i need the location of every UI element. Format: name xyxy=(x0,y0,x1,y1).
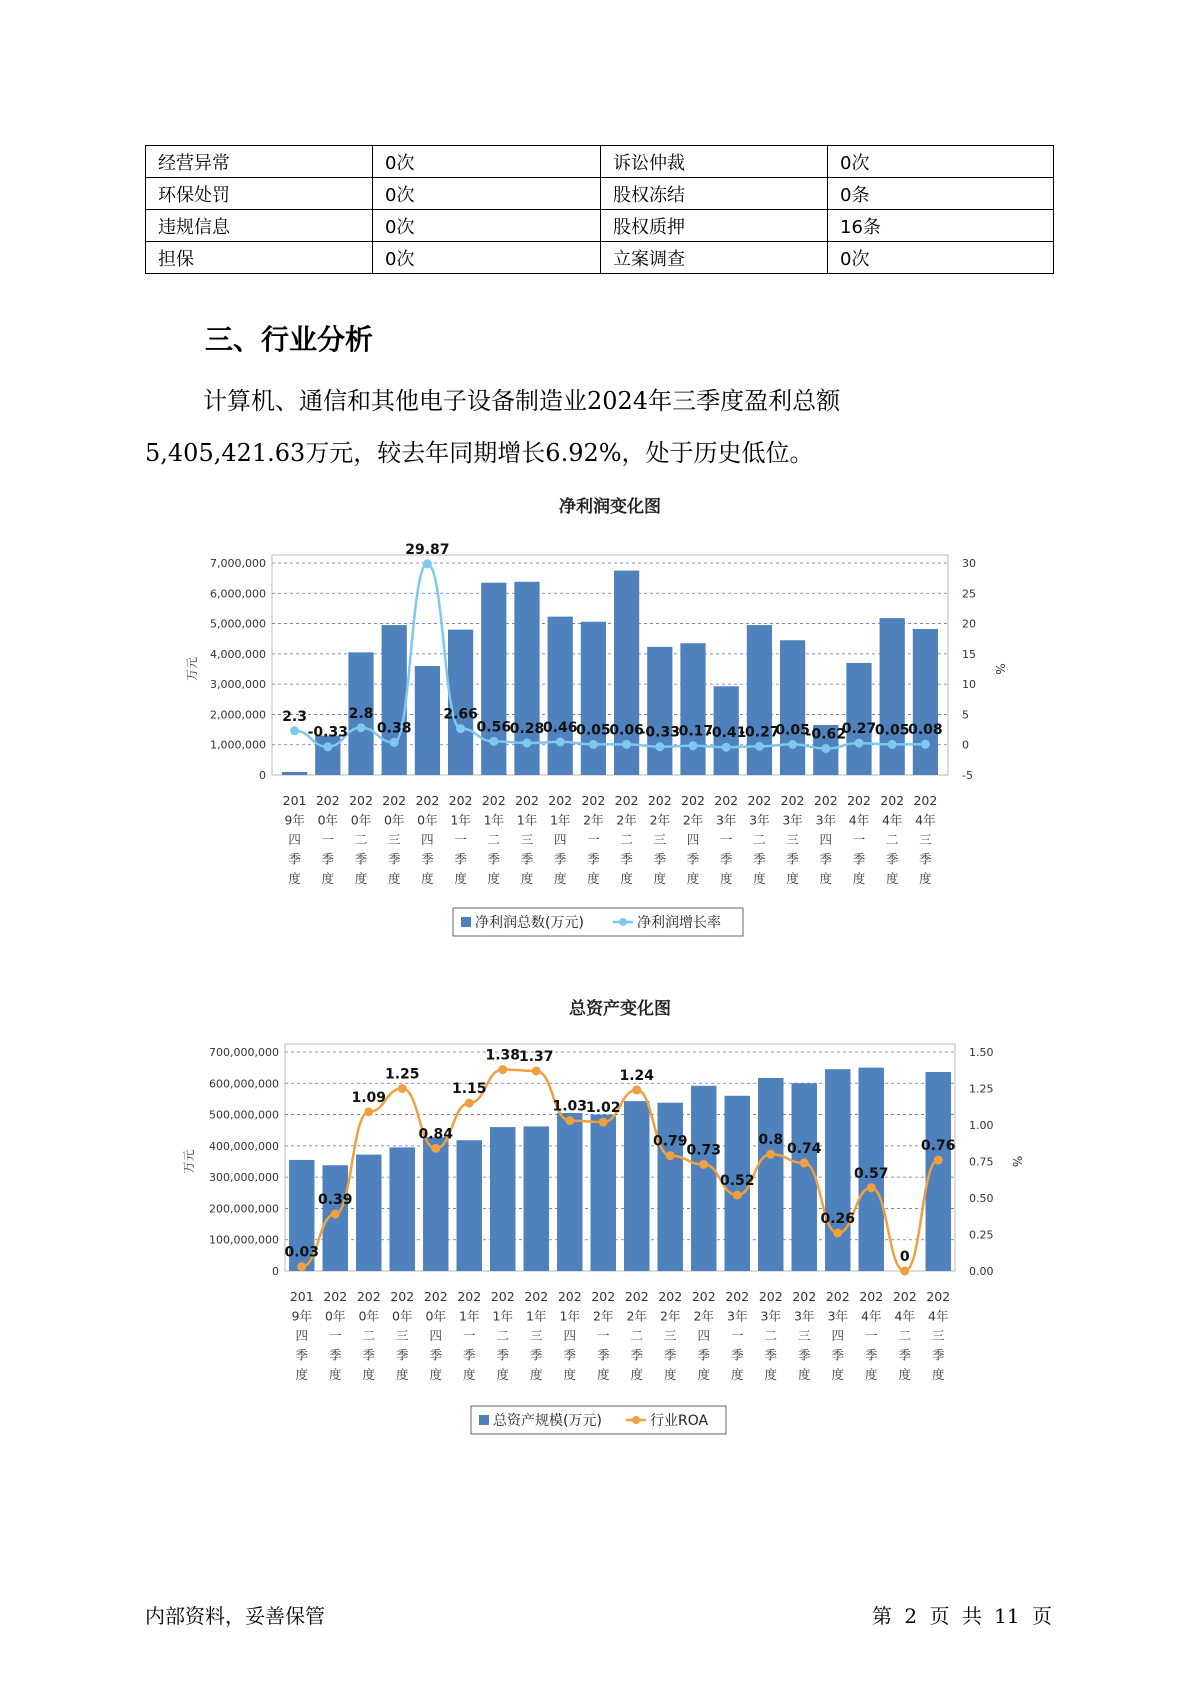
line-point xyxy=(398,1084,407,1093)
line-point xyxy=(855,739,864,748)
line-point xyxy=(456,724,465,733)
data-label: 1.38 xyxy=(485,1047,521,1064)
y-tick-label: 5,000,000 xyxy=(210,617,266,631)
data-label: 1.02 xyxy=(585,1100,621,1117)
line-point xyxy=(699,1160,708,1169)
bar xyxy=(490,1127,515,1271)
y2-tick-label: -5 xyxy=(962,769,973,782)
bar xyxy=(591,1115,616,1271)
x-tick-label: 202 4年一季度 xyxy=(847,793,871,886)
y-tick-label: 1,000,000 xyxy=(210,738,266,752)
data-label: -0.27 xyxy=(739,724,780,741)
line-point xyxy=(867,1183,876,1192)
line-point xyxy=(934,1156,943,1165)
data-label: 0.76 xyxy=(920,1138,956,1155)
data-label: -0.41 xyxy=(706,725,747,742)
line-point xyxy=(888,740,897,749)
line-point xyxy=(556,737,565,746)
x-tick-label: 202 1年二季度 xyxy=(481,793,506,886)
table-cell: 诉讼仲裁 xyxy=(601,146,828,178)
x-tick-label: 201 9年四季度 xyxy=(289,1289,314,1382)
paragraph-line: 计算机、通信和其他电子设备制造业2024年三季度盈利总额 xyxy=(203,387,841,415)
y2-tick-label: 0.50 xyxy=(969,1192,994,1205)
bar xyxy=(792,1083,817,1271)
data-label: 0.03 xyxy=(284,1244,320,1261)
y2-tick-label: 0.75 xyxy=(969,1155,994,1169)
table-cell: 担保 xyxy=(146,242,373,274)
y-tick-label: 400,000,000 xyxy=(209,1139,279,1153)
table-cell: 0次 xyxy=(373,178,601,210)
line-point xyxy=(498,1065,507,1074)
line-point xyxy=(632,1085,641,1094)
line-point xyxy=(390,738,399,747)
bar xyxy=(415,666,440,775)
legend-swatch-point xyxy=(632,1416,640,1424)
bar xyxy=(382,625,407,775)
x-tick-label: 202 2年一季度 xyxy=(581,793,606,886)
line-point xyxy=(565,1116,574,1125)
line-point xyxy=(788,740,797,749)
bar xyxy=(282,772,307,775)
line-point xyxy=(689,741,698,750)
x-tick-label: 202 2年四季度 xyxy=(681,793,705,886)
x-tick-label: 202 0年二季度 xyxy=(356,1289,381,1382)
y2-tick-label: 30 xyxy=(962,557,976,570)
data-label: 0.05 xyxy=(576,722,611,739)
bar xyxy=(624,1101,649,1271)
bar xyxy=(390,1147,415,1271)
bar xyxy=(846,663,871,775)
x-tick-label: 202 0年二季度 xyxy=(349,793,373,886)
legend-swatch-bar xyxy=(461,917,471,927)
x-tick-label: 202 2年三季度 xyxy=(658,1289,683,1382)
x-tick-label: 202 1年一季度 xyxy=(448,793,473,886)
x-tick-label: 202 2年四季度 xyxy=(691,1289,716,1382)
data-label: 0.05 xyxy=(874,722,910,739)
y2-axis-label: % xyxy=(993,663,1007,675)
y-tick-label: 2,000,000 xyxy=(210,708,266,722)
y2-axis-label: % xyxy=(1010,1155,1024,1168)
bar xyxy=(780,640,805,775)
data-label: 0.06 xyxy=(609,722,644,739)
line-point xyxy=(589,740,598,749)
legend-swatch-bar xyxy=(479,1415,489,1425)
x-tick-label: 202 1年四季度 xyxy=(548,793,573,886)
data-label: 0.26 xyxy=(820,1211,856,1228)
line-point xyxy=(921,740,930,749)
table-cell: 0条 xyxy=(828,178,1054,210)
line-point xyxy=(655,742,664,751)
bar xyxy=(315,736,340,775)
x-tick-label: 202 1年二季度 xyxy=(490,1289,515,1382)
line-point xyxy=(622,740,631,749)
legend-item: 总资产规模(万元) xyxy=(493,1413,602,1429)
y2-tick-label: 15 xyxy=(962,647,976,661)
x-tick-label: 202 4年一季度 xyxy=(859,1289,884,1382)
net-profit-chart xyxy=(0,490,1191,950)
x-tick-label: 202 2年二季度 xyxy=(624,1289,649,1382)
x-tick-label: 202 0年三季度 xyxy=(382,793,407,886)
analysis-paragraph xyxy=(145,375,1070,479)
x-tick-label: 202 1年三季度 xyxy=(524,1289,549,1382)
line-point xyxy=(833,1229,842,1238)
data-label: -0.17 xyxy=(672,723,714,740)
data-label: 0.52 xyxy=(719,1173,755,1190)
table-cell: 环保处罚 xyxy=(146,178,373,210)
y-tick-label: 0 xyxy=(272,1265,279,1278)
y2-tick-label: 1.25 xyxy=(969,1082,994,1096)
line-point xyxy=(821,744,830,753)
data-label: -0.62 xyxy=(805,726,846,743)
line-point xyxy=(290,726,299,735)
data-label: 0.05 xyxy=(775,722,810,739)
footer-note: 内部资料，妥善保管 xyxy=(145,1604,325,1628)
x-tick-label: 202 4年二季度 xyxy=(892,1289,917,1382)
bar xyxy=(524,1126,549,1271)
x-tick-label: 202 2年三季度 xyxy=(647,793,672,886)
bar xyxy=(423,1137,448,1271)
y-tick-label: 600,000,000 xyxy=(209,1077,279,1091)
line-point xyxy=(599,1118,608,1127)
y-tick-label: 3,000,000 xyxy=(210,678,266,692)
legend-swatch-point xyxy=(619,918,627,926)
bar xyxy=(913,629,938,775)
y-tick-label: 100,000,000 xyxy=(209,1233,279,1247)
paragraph-line: 5,405,421.63万元，较去年同期增长6.92%，处于历史低位。 xyxy=(145,439,814,467)
table-cell: 0次 xyxy=(373,210,601,242)
y2-tick-label: 1.00 xyxy=(969,1119,994,1132)
bar xyxy=(457,1140,482,1271)
data-label: 1.24 xyxy=(619,1067,655,1084)
y2-tick-label: 0 xyxy=(962,738,969,752)
y-tick-label: 7,000,000 xyxy=(210,557,266,570)
x-tick-label: 202 0年四季度 xyxy=(415,793,440,886)
y-axis-label: 万元 xyxy=(185,656,199,682)
line-point xyxy=(423,559,432,568)
line-point xyxy=(755,742,764,751)
data-label: 0.73 xyxy=(686,1142,722,1159)
table-cell: 立案调查 xyxy=(601,242,828,274)
data-label: 0.38 xyxy=(376,720,412,737)
data-label: 0.57 xyxy=(853,1165,889,1182)
bar xyxy=(548,617,573,775)
chart-title: 净利润变化图 xyxy=(559,497,661,517)
legend-item: 净利润总数(万元) xyxy=(475,915,584,931)
x-tick-label: 201 9年四季度 xyxy=(282,793,307,886)
x-tick-label: 202 4年二季度 xyxy=(880,793,905,886)
y2-tick-label: 25 xyxy=(962,587,976,601)
bar xyxy=(647,647,672,775)
section-title: 三、行业分析 xyxy=(205,323,374,356)
bar xyxy=(481,583,506,775)
x-tick-label: 202 3年一季度 xyxy=(714,793,739,886)
x-tick-label: 202 4年三季度 xyxy=(926,1289,951,1382)
y2-tick-label: 1.50 xyxy=(969,1046,994,1059)
y-tick-label: 6,000,000 xyxy=(210,587,266,601)
x-tick-label: 202 0年一季度 xyxy=(323,1289,348,1382)
x-tick-label: 202 3年一季度 xyxy=(725,1289,750,1382)
line-point xyxy=(532,1066,541,1075)
bar xyxy=(691,1086,716,1271)
bar xyxy=(880,618,905,775)
data-label: -0.33 xyxy=(639,724,680,741)
data-label: 1.03 xyxy=(552,1098,588,1115)
line-point xyxy=(523,739,532,748)
y2-tick-label: 20 xyxy=(962,617,976,631)
y-tick-label: 0 xyxy=(259,769,266,782)
line-point xyxy=(364,1107,373,1116)
x-tick-label: 202 3年四季度 xyxy=(825,1289,850,1382)
line-point xyxy=(465,1099,474,1108)
y-tick-label: 200,000,000 xyxy=(209,1202,279,1216)
x-tick-label: 202 3年三季度 xyxy=(792,1289,817,1382)
data-label: 1.37 xyxy=(518,1048,554,1065)
table-cell: 股权质押 xyxy=(601,210,828,242)
y2-tick-label: 0.00 xyxy=(969,1265,994,1278)
table-row xyxy=(146,178,1054,210)
data-label: 1.25 xyxy=(384,1066,420,1083)
line-point xyxy=(722,743,731,752)
line-point xyxy=(733,1191,742,1200)
table-cell: 16条 xyxy=(828,210,1054,242)
line-point xyxy=(489,737,498,746)
y-tick-label: 300,000,000 xyxy=(209,1171,279,1185)
x-tick-label: 202 3年四季度 xyxy=(813,793,838,886)
table-cell: 经营异常 xyxy=(146,146,373,178)
table-cell: 违规信息 xyxy=(146,210,373,242)
x-tick-label: 202 2年二季度 xyxy=(614,793,639,886)
table-cell: 0次 xyxy=(828,146,1054,178)
table-row xyxy=(146,242,1054,274)
data-label: 0.28 xyxy=(509,721,545,738)
data-label: 0.79 xyxy=(652,1133,688,1150)
y-tick-label: 4,000,000 xyxy=(210,647,266,661)
x-tick-label: 202 3年三季度 xyxy=(780,793,805,886)
x-tick-label: 202 0年四季度 xyxy=(423,1289,448,1382)
table-cell: 股权冻结 xyxy=(601,178,828,210)
x-tick-label: 202 4年三季度 xyxy=(913,793,938,886)
x-tick-label: 202 3年二季度 xyxy=(758,1289,783,1382)
line-point xyxy=(900,1267,909,1276)
y-tick-label: 700,000,000 xyxy=(209,1046,279,1059)
table-cell: 0次 xyxy=(373,242,601,274)
bar xyxy=(581,622,606,775)
data-label: 0.8 xyxy=(758,1132,784,1149)
y2-tick-label: 10 xyxy=(962,678,976,692)
data-label: 0.56 xyxy=(476,719,512,736)
legend-item: 行业ROA xyxy=(650,1413,709,1429)
y2-tick-label: 5 xyxy=(962,708,969,722)
line-point xyxy=(666,1151,675,1160)
bar xyxy=(658,1103,683,1271)
data-label: 2.8 xyxy=(348,705,374,722)
x-tick-label: 202 0年三季度 xyxy=(390,1289,415,1382)
data-label: 0.39 xyxy=(317,1192,353,1209)
data-label: 2.66 xyxy=(443,706,478,723)
bar xyxy=(758,1078,783,1271)
x-tick-label: 202 3年二季度 xyxy=(747,793,772,886)
y2-tick-label: 0.25 xyxy=(969,1228,994,1242)
table-cell: 0次 xyxy=(373,146,601,178)
data-label: 1.15 xyxy=(451,1081,487,1098)
table-row xyxy=(146,146,1054,178)
x-tick-label: 202 1年四季度 xyxy=(557,1289,582,1382)
line-point xyxy=(297,1262,306,1271)
line-point xyxy=(331,1210,340,1219)
x-tick-label: 202 2年一季度 xyxy=(591,1289,616,1382)
bar xyxy=(680,643,705,775)
data-label: 0.46 xyxy=(542,719,578,736)
data-label: 1.09 xyxy=(351,1089,387,1106)
chart-title: 总资产变化图 xyxy=(569,999,671,1019)
data-label: 0.27 xyxy=(841,721,877,738)
table-cell: 0次 xyxy=(828,242,1054,274)
table-row xyxy=(146,210,1054,242)
data-label: 0.74 xyxy=(786,1140,822,1157)
total-assets-chart xyxy=(0,988,1191,1448)
y-tick-label: 500,000,000 xyxy=(209,1108,279,1122)
data-label: -0.33 xyxy=(307,724,348,741)
legend-item: 净利润增长率 xyxy=(637,915,721,931)
page-number: 第 2 页 共 11 页 xyxy=(872,1604,1052,1628)
x-tick-label: 202 1年一季度 xyxy=(457,1289,482,1382)
bar xyxy=(557,1113,582,1271)
line-point xyxy=(357,723,366,732)
bar xyxy=(825,1069,850,1271)
bar xyxy=(356,1155,381,1271)
y-axis-label: 万元 xyxy=(182,1149,196,1174)
data-label: 0.84 xyxy=(418,1126,454,1143)
line-point xyxy=(431,1144,440,1153)
line-point xyxy=(766,1150,775,1159)
risk-info-table xyxy=(145,145,1054,274)
data-label: 2.3 xyxy=(282,708,308,725)
bar xyxy=(747,625,772,775)
data-label: 0.08 xyxy=(908,722,943,739)
data-label: 29.87 xyxy=(405,541,450,558)
x-tick-label: 202 1年三季度 xyxy=(515,793,539,886)
line-point xyxy=(800,1158,809,1167)
x-tick-label: 202 0年一季度 xyxy=(315,793,340,886)
data-label: 0 xyxy=(899,1249,910,1265)
line-point xyxy=(323,742,332,751)
